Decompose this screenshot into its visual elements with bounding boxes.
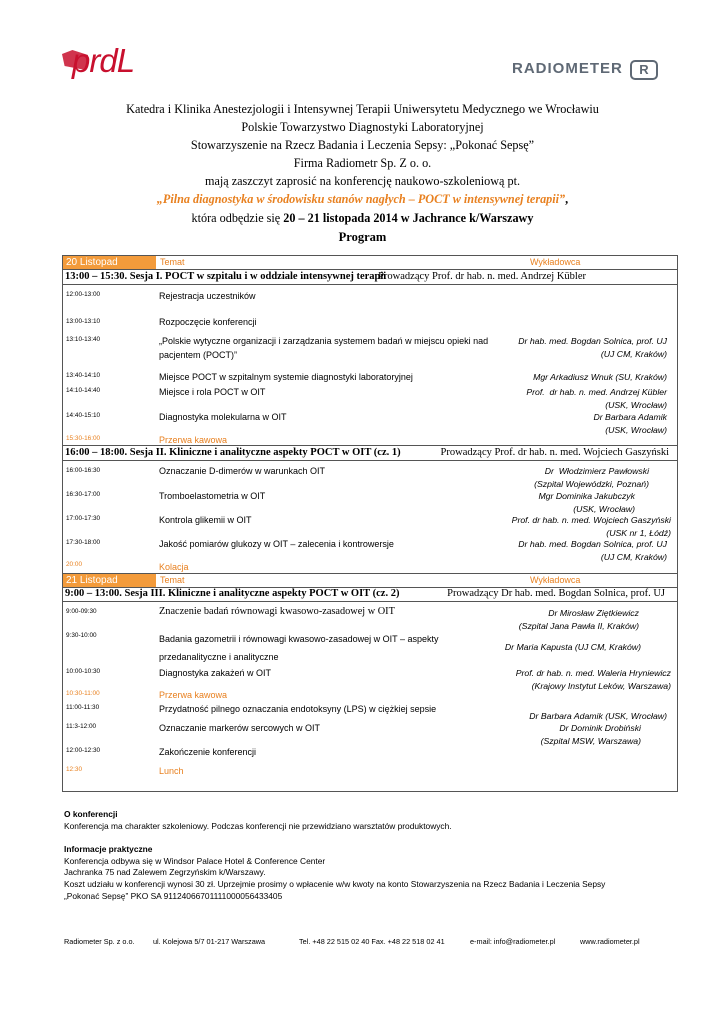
row-title: Diagnostyka zakażeń w OIT: [159, 668, 272, 678]
row-title: Znaczenie badań równowagi kwasowo-zasadowej w OIT: [159, 606, 395, 617]
row-speaker: Mgr Dominika Jakubczyk (USK, Wrocław): [538, 491, 635, 514]
row-speaker: Prof. dr hab. n. med. Waleria Hryniewicz (Krajowy Instytut Leków, Warszawa): [515, 668, 671, 691]
row-time: 16:30-17:00: [66, 491, 101, 498]
row-speaker: Dr Dominik Drobiński (Szpital MSW, Warszawa): [540, 723, 641, 746]
row-speaker: Dr Barbara Adamik (USK, Wrocław): [593, 412, 667, 435]
program-title: Program: [338, 230, 387, 244]
row-time: 13:00-13:10: [66, 318, 101, 325]
row-time: 17:30-18:00: [66, 539, 101, 546]
session-chair: Prowadzący Prof. dr hab. n. med. Andrzej Kübler: [378, 271, 586, 282]
row-title: Badania gazometrii i równowagi kwasowo-zasadowej w OIT – aspekty przedanalityczne i analityczne: [159, 634, 439, 662]
header-line-7: [0, 209, 725, 227]
session-row-3: [63, 587, 677, 602]
date-place-prefix: która odbędzie się: [191, 210, 284, 225]
footer-email[interactable]: e-mail: info@radiometer.pl: [470, 937, 556, 946]
day-date: 20 Listopad: [63, 256, 156, 269]
day-header-2: [63, 573, 677, 588]
row-time: 16:00-16:30: [66, 467, 101, 474]
session-chair: Prowadzący Dr hab. med. Bogdan Solnica, prof. UJ: [447, 588, 665, 599]
row-title: Oznaczanie D-dimerów w warunkach OIT: [159, 466, 326, 476]
row-title: Kontrola glikemii w OIT: [159, 515, 252, 525]
day-header-1: [63, 256, 677, 270]
session-row-1: [63, 270, 677, 285]
practical-line-3: Koszt udziału w konferencji wynosi 30 zł. Uprzejmie prosimy o wpłacenie w/w kwoty na konto Stowarzyszenia na Rzecz Badania i Leczenia Sepsy: [64, 878, 606, 889]
footer-phone: Tel. +48 22 515 02 40 Fax. +48 22 518 02 41: [299, 937, 445, 946]
speaker-header: Wykładowca: [530, 257, 581, 267]
day-date: 21 Listopad: [63, 574, 156, 587]
practical-line-2: Jachranka 75 nad Zalewem Zegrzyńskim k/Warszawy.: [64, 867, 266, 878]
row-title: Przerwa kawowa: [159, 435, 228, 445]
row-speaker: Dr hab. med. Bogdan Solnica, prof. UJ (UJ CM, Kraków): [518, 539, 667, 562]
row-time: 11:00-11:30: [66, 704, 100, 711]
invitation-header: [0, 100, 725, 227]
row-speaker: Prof. dr hab. n. med. Andrzej Kübler (USK, Wrocław): [526, 387, 667, 410]
row-title: Kolacja: [159, 562, 189, 572]
row-title: „Polskie wytyczne organizacji i zarządzania systemem badań w miejscu opieki nad pacjentem (POCT)”: [159, 336, 489, 360]
row-speaker: Dr Mirosław Ziętkiewicz (Szpital Jana Pawła II, Kraków): [518, 608, 639, 631]
row-time: 17:00-17:30: [66, 515, 101, 522]
row-time: 13:10-13:40: [66, 336, 101, 343]
footer-company: Radiometer Sp. z o.o.: [64, 937, 135, 946]
row-title: Oznaczanie markerów sercowych w OIT: [159, 723, 321, 733]
row-title: Zakończenie konferencji: [159, 747, 257, 757]
row-title: Przydatność pilnego oznaczania endotoksyny (LPS) w ciężkiej sepsie: [159, 704, 437, 714]
row-time: 14:10-14:40: [66, 387, 101, 394]
row-time: 12:00-12:30: [66, 747, 101, 754]
row-title: Rozpoczęcie konferencji: [159, 317, 257, 327]
row-speaker: Dr Maria Kapusta (UJ CM, Kraków): [504, 642, 641, 652]
conference-info: [64, 809, 664, 902]
practical-heading: Informacje praktyczne: [64, 844, 153, 855]
prdl-logo: [60, 38, 140, 83]
header-line-4: Firma Radiometr Sp. Z o. o.: [293, 156, 432, 171]
session-title: 9:00 – 13:00. Sesja III. Kliniczne i analityczne aspekty POCT w OIT (cz. 2): [65, 588, 400, 599]
radiometer-badge-icon: R: [630, 60, 658, 80]
session-row-2: [63, 445, 677, 461]
row-time: 13:40-14:10: [66, 372, 101, 379]
speaker-header: Wykładowca: [530, 575, 581, 585]
prdl-logo-text: prdL: [72, 42, 135, 79]
row-time: 9:30-10:00: [66, 632, 97, 639]
row-title: Jakość pomiarów glukozy w OIT – zalecenia i kontrowersje: [159, 539, 394, 549]
header-line-1: Katedra i Klinika Anestezjologii i Intensywnej Terapii Uniwersytetu Medycznego we Wrocławiu: [126, 102, 599, 116]
row-speaker: Dr hab. med. Bogdan Solnica, prof. UJ (UJ CM, Kraków): [518, 336, 667, 359]
row-time: 15:30-16:00: [66, 435, 101, 442]
session-chair: Prowadzący Prof. dr hab. n. med. Wojciech Gaszyński: [440, 447, 669, 458]
about-heading: O konferencji: [64, 809, 118, 819]
radiometer-logo-text: RADIOMETER: [512, 60, 623, 77]
row-time: 10:30-11:00: [66, 690, 100, 697]
row-time: 12:30: [66, 766, 82, 773]
footer-address: ul. Kolejowa 5/7 01-217 Warszawa: [153, 937, 266, 946]
topic-header: Temat: [160, 257, 185, 267]
session-title: 13:00 – 15:30. Sesja I. POCT w szpitalu i w oddziale intensywnej terapii: [65, 271, 387, 282]
row-title: Lunch: [159, 766, 184, 776]
row-title: Diagnostyka molekularna w OIT: [159, 412, 287, 422]
about-text: Konferencja ma charakter szkoleniowy. Podczas konferencji nie przewidziano warsztatów produktowych.: [64, 820, 452, 831]
row-title: Rejestracja uczestników: [159, 291, 256, 301]
row-time: 9:00-09:30: [66, 608, 97, 615]
row-speaker: Prof. dr hab. n. med. Wojciech Gaszyński (USK nr 1, Łódź): [511, 515, 671, 538]
row-time: 10:00-10:30: [66, 668, 101, 675]
row-title: Miejsce POCT w szpitalnym systemie diagnostyki laboratoryjnej: [159, 372, 413, 382]
topic-header: Temat: [160, 575, 185, 585]
session-title: 16:00 – 18:00. Sesja II. Kliniczne i analityczne aspekty POCT w OIT (cz. 1): [65, 447, 401, 458]
row-speaker: Dr Włodzimierz Pawłowski (Szpital Wojewódzki, Poznań): [534, 466, 649, 489]
row-time: 11:3-12:00: [66, 723, 97, 730]
header-line-2: Polskie Towarzystwo Diagnostyki Laboratoryjnej: [241, 120, 484, 135]
header-line-5: mają zaszczyt zaprosić na konferencję naukowo-szkoleniową pt.: [204, 174, 521, 189]
conference-title-text: „Pilna diagnostyka w środowisku stanów nagłych – POCT w intensywnej terapii”: [156, 192, 566, 207]
footer-website[interactable]: www.radiometer.pl: [580, 937, 640, 946]
program-table: [62, 255, 678, 792]
conference-title-suffix: ,: [565, 192, 569, 207]
row-speaker: Mgr Arkadiusz Wnuk (SU, Kraków): [533, 372, 667, 382]
row-time: 12:00-13:00: [66, 291, 101, 298]
row-time: 14:40-15:10: [66, 412, 101, 419]
radiometer-logo: [512, 60, 662, 82]
header-line-3: Stowarzyszenie na Rzecz Badania i Leczenia Sepsy: „Pokonać Sepsę”: [190, 138, 535, 153]
row-time: 20:00: [66, 561, 82, 568]
date-place: 20 – 21 listopada 2014 w Jachrance k/Warszawy: [283, 210, 534, 225]
row-speaker: Dr Barbara Adamik (USK, Wrocław): [529, 711, 667, 721]
row-title: Tromboelastometria w OIT: [159, 491, 266, 501]
row-title: Miejsce i rola POCT w OIT: [159, 387, 266, 397]
practical-line-4: „Pokonać Sepsę” PKO SA 91124066701111000056433405: [64, 890, 283, 901]
conference-title: [0, 190, 725, 208]
row-title: Przerwa kawowa: [159, 690, 228, 700]
practical-line-1: Konferencja odbywa się w Windsor Palace Hotel & Conference Center: [64, 855, 326, 866]
